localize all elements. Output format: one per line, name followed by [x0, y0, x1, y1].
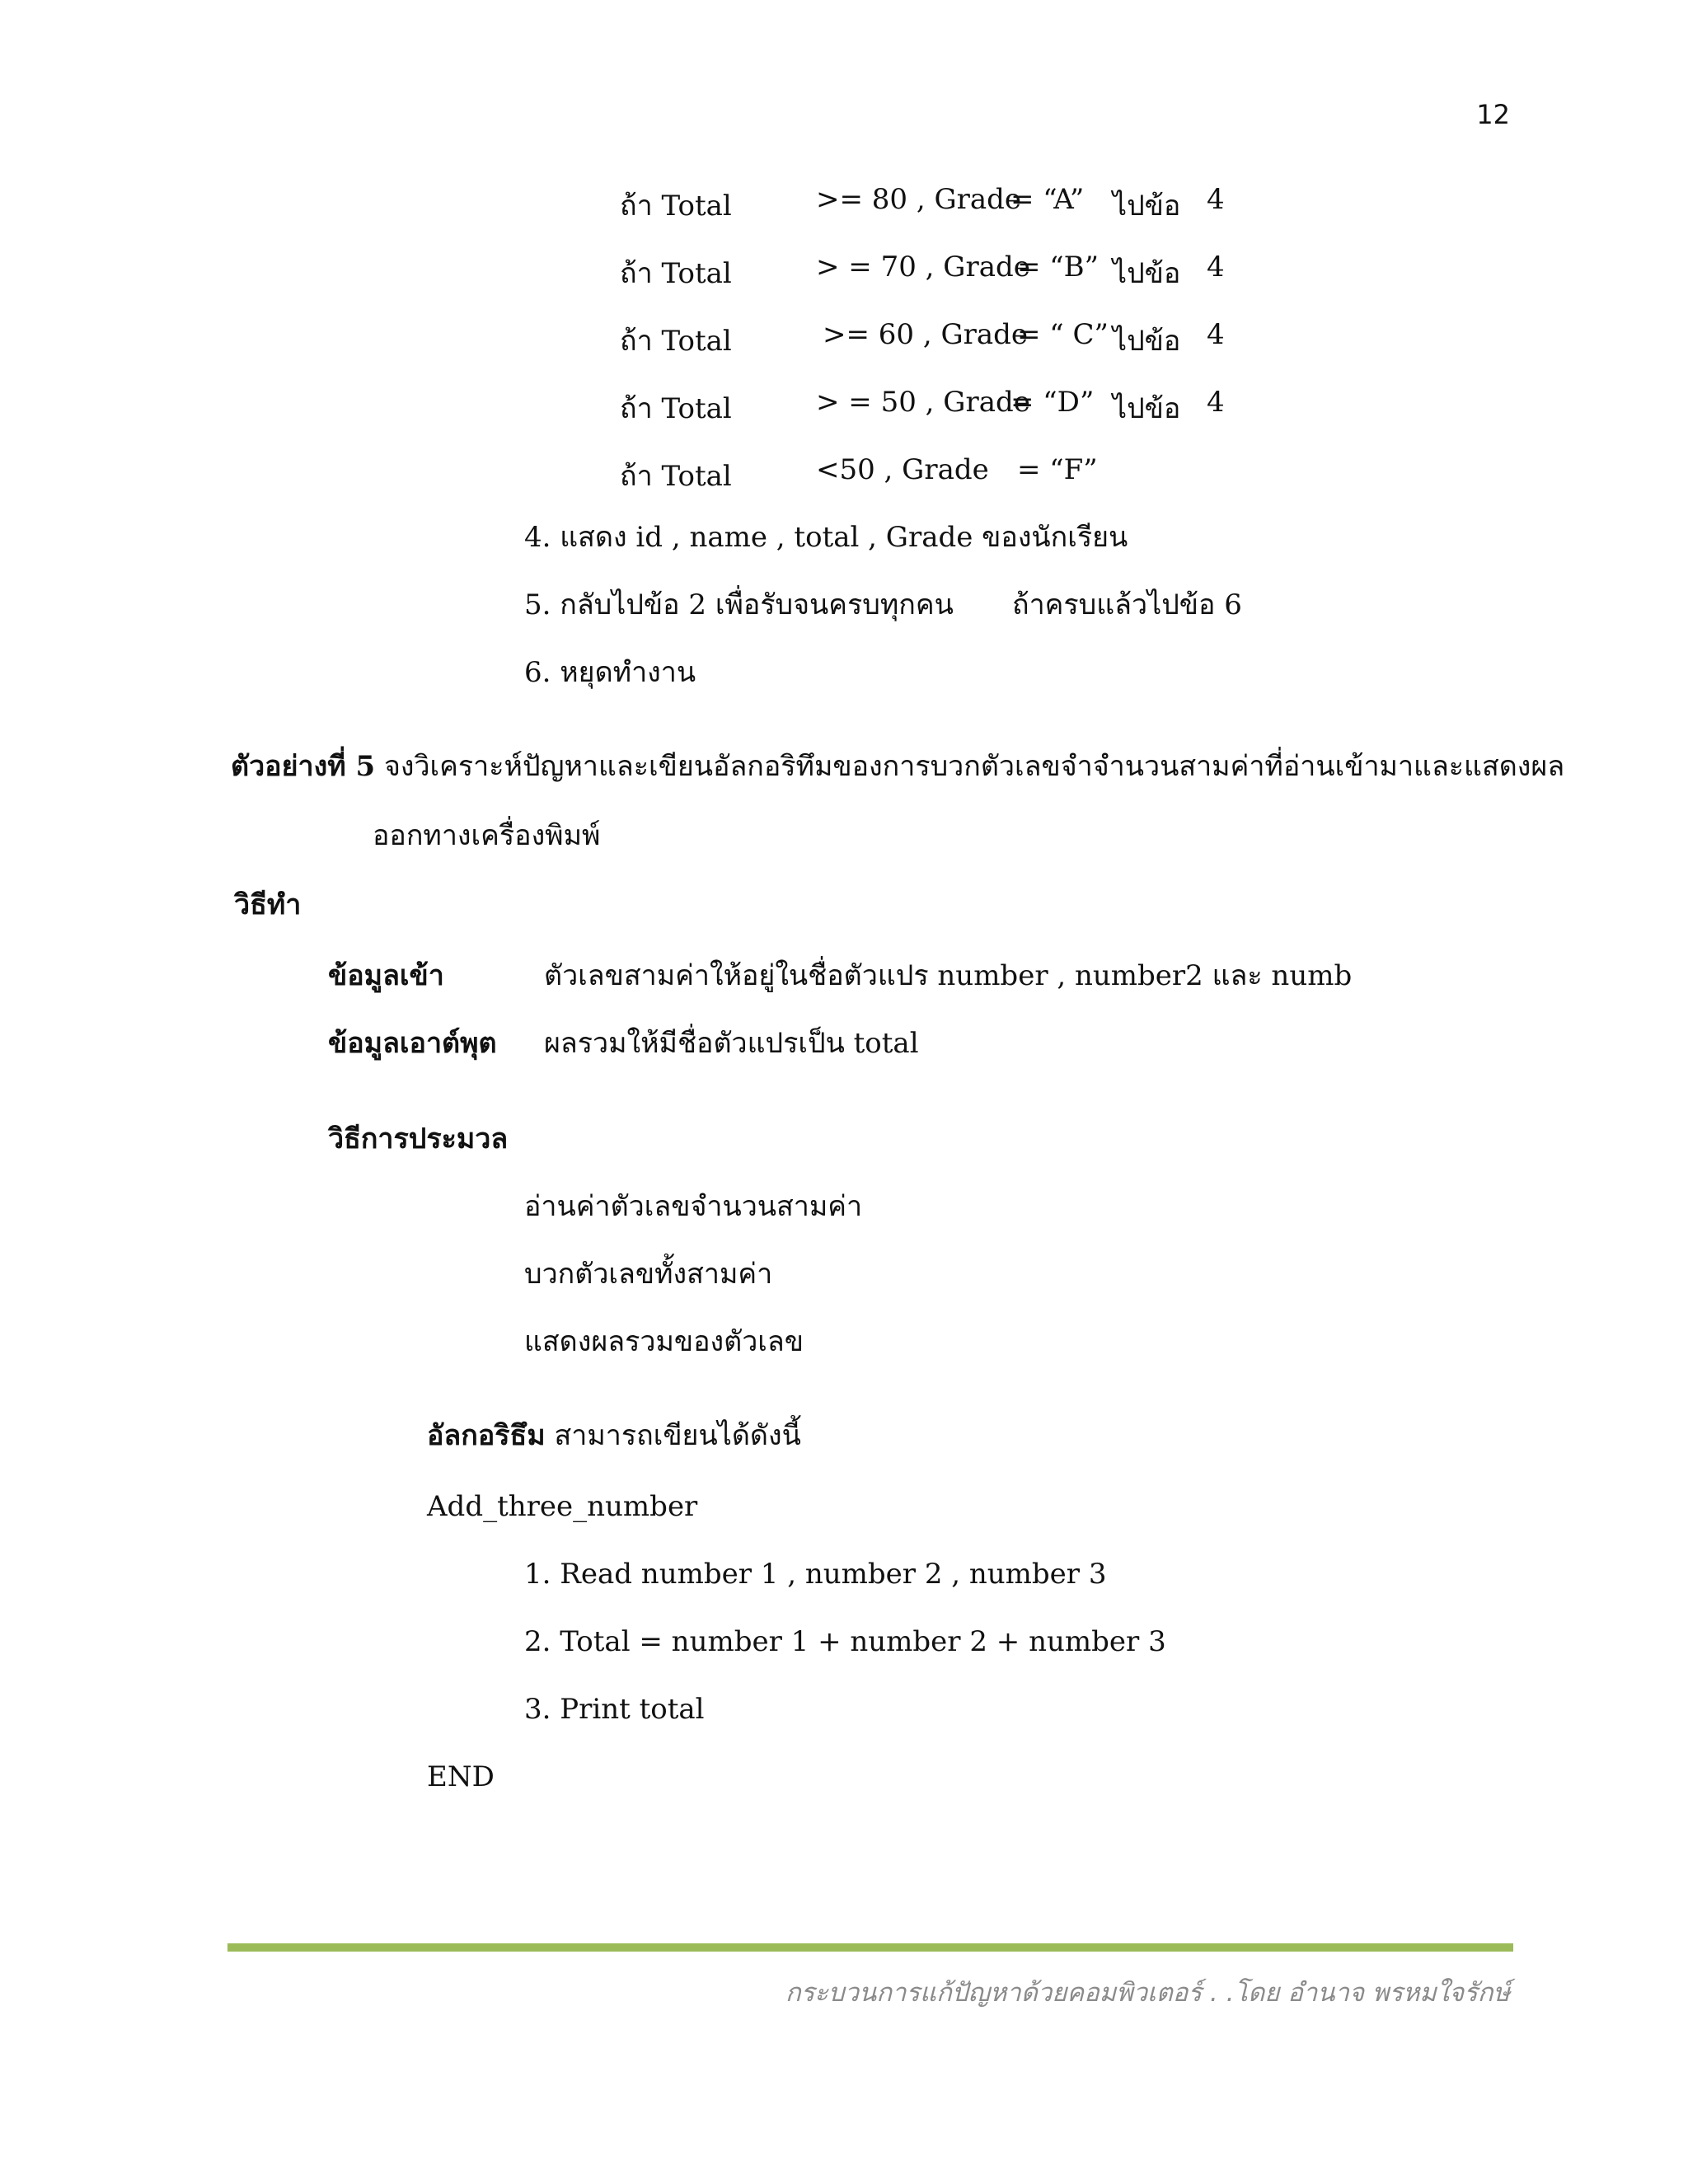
grade-rule-step: 4	[1207, 386, 1225, 419]
grade-rule-step: 4	[1207, 251, 1225, 284]
grade-rule-if: ถ้า Total	[620, 460, 732, 493]
grade-rule-value: = “A”	[1010, 183, 1085, 216]
algorithm-end: END	[427, 1760, 495, 1793]
algorithm-line: 2. Total = number 1 + number 2 + number 3	[524, 1625, 1166, 1658]
method-heading: วิธีทำ	[234, 888, 302, 921]
algorithm-line: 1. Read number 1 , number 2 , number 3	[524, 1558, 1107, 1591]
step-6: 6. หยุดทำงาน	[524, 656, 696, 689]
grade-rule-if: ถ้า Total	[620, 325, 732, 358]
example-heading	[231, 750, 1564, 784]
grade-rule-value: = “F”	[1017, 453, 1098, 486]
process-step: อ่านค่าตัวเลขจำนวนสามค่า	[524, 1190, 863, 1223]
grade-rule-step: 4	[1207, 183, 1225, 216]
grade-rule-if: ถ้า Total	[620, 190, 732, 223]
grade-rule-cond: >= 60 , Grade	[823, 318, 1029, 351]
algorithm-label-rest: สามารถเขียนได้ดังนี้	[554, 1419, 801, 1452]
algorithm-line: 3. Print total	[524, 1693, 705, 1726]
grade-rule-goto: ไปข้อ	[1113, 325, 1181, 358]
algorithm-name: Add_three_number	[427, 1490, 698, 1523]
example-text: จงวิเคราะห์ปัญหาและเขียนอัลกอริทึมของการบวกตัวเลขจำจำนวนสามค่าที่อ่านเข้ามาและแสดงผล	[383, 750, 1565, 783]
input-text: ตัวเลขสามค่าให้อยู่ในชื่อตัวแปร number , number2 และ numb	[544, 959, 1353, 992]
grade-rule-value: = “ C”	[1017, 318, 1109, 351]
process-heading: วิธีการประมวล	[328, 1122, 509, 1155]
grade-rule-goto: ไปข้อ	[1113, 190, 1181, 223]
grade-rule-cond: <50 , Grade	[816, 453, 989, 486]
grade-rule-if: ถ้า Total	[620, 257, 732, 290]
process-step: บวกตัวเลขทั้งสามค่า	[524, 1258, 773, 1291]
grade-rule-value: = “D”	[1010, 386, 1095, 419]
output-label: ข้อมูลเอาต์พุต	[328, 1027, 497, 1060]
step-4: 4. แสดง id , name , total , Grade ของนักเรียน	[524, 521, 1128, 554]
example-text-continued: ออกทางเครื่องพิมพ์	[373, 819, 601, 852]
example-label: ตัวอย่างที่ 5	[231, 750, 376, 783]
footer-rule	[227, 1943, 1513, 1952]
grade-rule-goto: ไปข้อ	[1113, 392, 1181, 425]
grade-rule-step: 4	[1207, 318, 1225, 351]
grade-rule-goto: ไปข้อ	[1113, 257, 1181, 290]
step-5-branch: ถ้าครบแล้วไปข้อ 6	[1012, 588, 1242, 621]
footer-text: กระบวนการแก้ปัญหาด้วยคอมพิวเตอร์ . .โดย อำนาจ พรหมใจรักษ์	[785, 1978, 1510, 2008]
step-5: 5. กลับไปข้อ 2 เพื่อรับจนครบทุกคน	[524, 588, 954, 621]
output-text: ผลรวมให้มีชื่อตัวแปรเป็น total	[544, 1027, 919, 1060]
algorithm-label: อัลกอริธึม	[427, 1419, 546, 1452]
grade-rule-cond: > = 50 , Grade	[816, 386, 1030, 419]
grade-rule-cond: > = 70 , Grade	[816, 251, 1030, 284]
grade-rule-if: ถ้า Total	[620, 392, 732, 425]
algorithm-heading	[427, 1419, 801, 1453]
input-label: ข้อมูลเข้า	[328, 959, 444, 992]
page-number: 12	[1476, 99, 1510, 130]
grade-rule-cond: >= 80 , Grade	[816, 183, 1022, 216]
process-step: แสดงผลรวมของตัวเลข	[524, 1325, 804, 1358]
grade-rule-value: = “B”	[1017, 251, 1100, 284]
